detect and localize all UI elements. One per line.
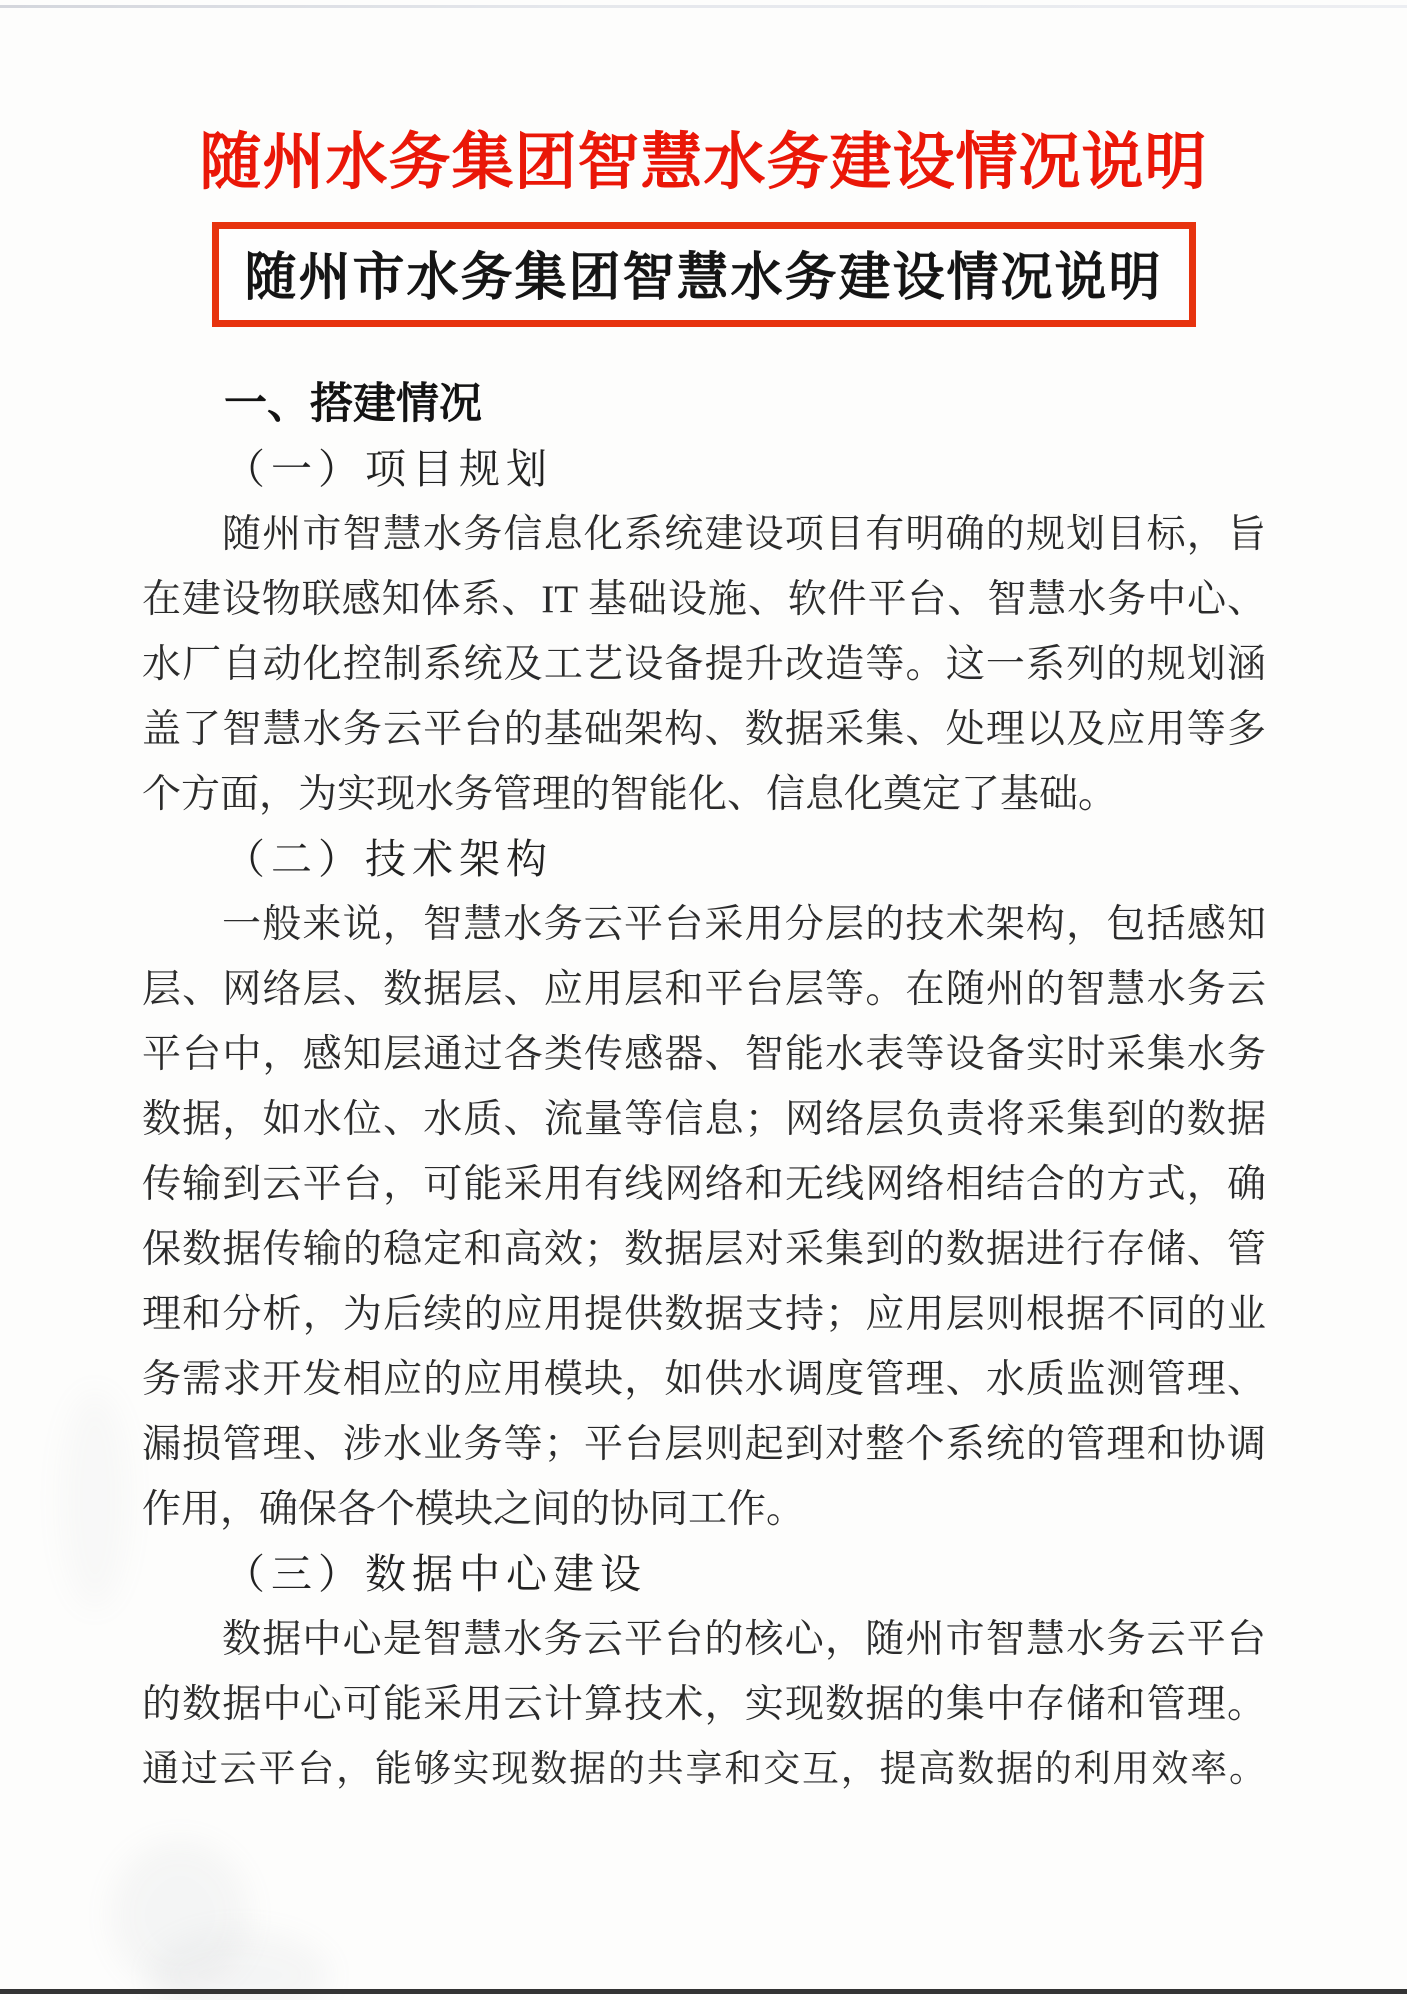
paragraph-line: 务需求开发相应的应用模块，如供水调度管理、水质监测管理、 [142, 1358, 1266, 1401]
boxed-title [211, 222, 1195, 327]
paragraph-line: 作用，确保各个模块之间的协同工作。 [142, 1488, 806, 1531]
paragraph-line: 数据中心是智慧水务云平台的核心，随州市智慧水务云平台 [222, 1618, 1266, 1661]
paragraph-line: 漏损管理、涉水业务等；平台层则起到对整个系统的管理和协调 [142, 1423, 1266, 1466]
paragraph-line: 盖了智慧水务云平台的基础架构、数据采集、处理以及应用等多 [142, 708, 1266, 751]
paragraph-line: 层、网络层、数据层、应用层和平台层等。在随州的智慧水务云 [142, 968, 1266, 1011]
paragraph-line: 理和分析，为后续的应用提供数据支持；应用层则根据不同的业 [142, 1293, 1266, 1336]
paragraph-line: 传输到云平台，可能采用有线网络和无线网络相结合的方式，确 [142, 1163, 1266, 1206]
paragraph-line: 平台中，感知层通过各类传感器、智能水表等设备实时采集水务 [142, 1033, 1266, 1076]
paragraph-line: 数据，如水位、水质、流量等信息；网络层负责将采集到的数据 [142, 1098, 1266, 1141]
scan-smudge [60, 1390, 130, 1610]
boxed-title-text: 随州市水务集团智慧水务建设情况说明 [244, 250, 1163, 307]
subsection-heading-1-3: （三）数据中心建设 [224, 1551, 647, 1597]
page-title-red: 随州水务集团智慧水务建设情况说明 [199, 128, 1208, 197]
paragraph-line: 水厂自动化控制系统及工艺设备提升改造等。这一系列的规划涵 [142, 643, 1266, 686]
paragraph-line: 个方面，为实现水务管理的智能化、信息化奠定了基础。 [142, 773, 1118, 816]
paragraph-line: 在建设物联感知体系、IT 基础设施、软件平台、智慧水务中心、 [142, 578, 1266, 621]
scan-top-edge [0, 5, 1407, 8]
paragraph-line: 保数据传输的稳定和高效；数据层对采集到的数据进行存储、管 [142, 1228, 1266, 1271]
subsection-heading-1-1: （一）项目规划 [224, 446, 553, 492]
paragraph-line: 通过云平台，能够实现数据的共享和交互，提高数据的利用效率。 [142, 1749, 1266, 1790]
paragraph-line: 随州市智慧水务信息化系统建设项目有明确的规划目标，旨 [222, 513, 1266, 556]
scan-bottom-edge [0, 1989, 1407, 1994]
paragraph-line: 的数据中心可能采用云计算技术，实现数据的集中存储和管理。 [142, 1683, 1266, 1726]
document-body [142, 372, 1266, 1802]
paragraph-line: 一般来说，智慧水务云平台采用分层的技术架构，包括感知 [222, 903, 1266, 946]
subsection-heading-1-2: （二）技术架构 [224, 836, 553, 882]
section-heading-1: 一、搭建情况 [224, 380, 482, 428]
